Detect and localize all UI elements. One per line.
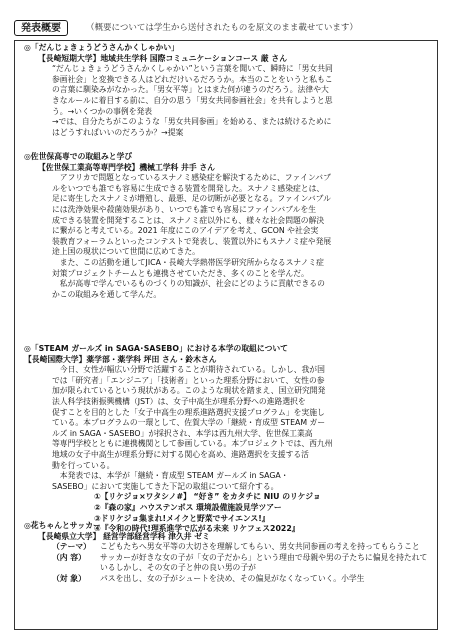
- section-author: 【長崎短期大学】地域共生学科 国際コミュニケーションコース 厳 さん: [38, 53, 287, 63]
- body-line: 足に寄生したスナノミが増殖し、最悪、足の切断が必要となる。ファインバブル: [52, 194, 331, 204]
- detail-key: （内 容）: [52, 552, 86, 562]
- body-line: 対策プロジェクトチームとも連携させていただき、多くのことを学んだ。: [52, 268, 309, 278]
- body-line: う。→いくつかの事例を発表: [52, 106, 153, 116]
- body-line: 等専門学校とともに連携機関として参画している。本プロジェクトでは、西九州: [52, 439, 333, 449]
- body-line: ルズ in SAGA・SASEBO」が採択され、本学は西九州大学、佐世保工業高: [52, 428, 313, 438]
- body-line: 途上国の現状について世間に広めてきた。: [52, 247, 200, 257]
- list-item: ③ドリケジョ集まれ!メイクと野菜でサイエンス!』: [94, 513, 270, 523]
- detail-row-content: [52, 553, 434, 574]
- body-line: ルをいつでも誰でも容易に生成できる装置を開発した。スナノミ感染症とは、: [52, 183, 325, 193]
- section-author: 【長崎県立大学】 経営学部経営学科 津久井 ゼミ: [38, 531, 210, 541]
- body-line: SASEBO」において実施してきた下記の取組について紹介する。: [52, 481, 279, 491]
- body-line: 参画社会」と変換できる人はどれだけいるだろうか。本当のことをいうと私もこ: [52, 74, 333, 84]
- section-author: 【長崎国際大学】薬学部・薬学科 坪田 さん・鈴木さん: [24, 354, 217, 364]
- section-2: [24, 152, 434, 300]
- body-line: 本発表では、本学が「継続・育成型 STEAM ガールズ in SAGA・: [59, 471, 289, 481]
- body-line: 法人科学技術振興機構（JST）は、女子中高生が理系分野への進路選択を: [52, 396, 306, 406]
- detail-key: （テーマ）: [52, 542, 91, 552]
- section-body: [24, 365, 434, 492]
- section-title: ◎花ちゃんとサッカー: [24, 521, 101, 530]
- body-line: 地域の女子中高生が理系分野に対する関心を高め、進路選択を支援する活: [52, 449, 309, 459]
- list-item: ④『令和の時代!理系進学で広がる未来 リケフェス2022』: [94, 524, 300, 534]
- body-line: では「研究者」「エンジニア」「技術者」といった理系分野において、女性の参: [52, 375, 325, 385]
- section-title: ◎佐世保高専での取組みと学び: [24, 152, 133, 161]
- body-line: 動を行っている。: [52, 460, 115, 470]
- detail-value: サッカーが好きな女の子が「女の子だから」という理由で母親や男の子たちに偏見を持たれているしかし、その女の子と仲の良い男の子が: [100, 552, 428, 573]
- section-3: [24, 344, 434, 535]
- detail-list: [24, 542, 434, 584]
- section-1: [24, 43, 434, 138]
- detail-value: パスを出し、女の子がシュートを決め、その偏見がなくなっていく。小学生: [100, 573, 365, 583]
- body-line: また、この活動を通してJICA・長崎大学熱帯医学研究所からなるスナノミ症: [59, 257, 324, 267]
- detail-value: こどもたちへ男女平等の大切さを理解してもらい、男女共同参画の考えを持ってもらうこと: [100, 542, 420, 552]
- body-line: はどうすればいいのだろうか？→提案: [52, 127, 184, 137]
- body-line: アフリカで問題となっているスナノミ感染症を解決するために、ファインバブ: [59, 173, 331, 183]
- detail-row-target: [52, 574, 434, 585]
- body-line: 促すことを目的とした「女子中高生の理系進路選択支援プログラム」を実施し: [52, 407, 325, 417]
- body-line: には洗浄効果や殺菌効果があり、いつでも誰でも容易にファインバブルを生: [52, 204, 317, 214]
- body-line: 装教育フォーラムといったコンテストで発表し、装置以外にもスナノミ症や発展: [52, 236, 332, 246]
- body-line: “だんじょきょうどうさんかくしゃかい”という言葉を聞いて、瞬時に「男女共同: [52, 64, 333, 74]
- body-line: に繋がると考えている。2021 年度にこのアイデアを考え、GCON や社会実: [52, 226, 319, 236]
- section-body: [24, 64, 434, 138]
- body-line: ている。本プログラムの一環として、佐賀大学の「継続・育成型 STEAM ガー: [52, 418, 326, 428]
- body-line: →では、自分たちがこのような「男女共同参画」を始める、または続けるために: [52, 117, 332, 127]
- section-4: [24, 521, 434, 585]
- body-line: の言葉に馴染みがなかった。「男女平等」とはまた何が違うのだろう。法律や大: [52, 85, 329, 95]
- list-item: ①【リケジョ×ワタシノ#】 “好き” をカタチに NIU のリケジョ: [94, 492, 321, 502]
- list-item: ②『森の家』ハウステンボス 環境設備施設見学ツアー: [94, 502, 282, 512]
- summary-note: （概要については学生から送付されたものを原文のまま載せています）: [86, 23, 358, 33]
- body-line: 成できる装置を開発することは、スナノミ症以外にも、様々な社会問題の解決: [52, 215, 325, 225]
- section-title: ◎「だんじょきょうどうさんかくしゃかい」: [24, 43, 179, 52]
- body-line: 加が限られているという現状がある。このような現状を踏まえ、国立研究開発: [52, 386, 326, 396]
- body-line: 私が高専で学んでいるものづくりの知識が、社会にどのように貢献できるの: [59, 279, 325, 289]
- detail-row-theme: [52, 542, 434, 553]
- summary-badge: 発表概要: [14, 20, 68, 36]
- section-body: [24, 173, 434, 300]
- body-line: きなルールに着目する前に、自分の思う「男女共同参画社会」を共有しようと思: [52, 95, 333, 105]
- section-author: 【佐世保工業高等専門学校】機械工学科 井手 さん: [38, 162, 215, 172]
- body-line: かこの取組みを通して学んだ。: [52, 289, 162, 299]
- body-line: 今日、女性が幅広い分野で活躍することが期待されている。しかし、我が国: [59, 365, 325, 375]
- section-title: ◎「STEAM ガールズ in SAGA･SASEBO」における本学の取組について: [24, 344, 288, 353]
- detail-key: （対 象）: [52, 573, 86, 583]
